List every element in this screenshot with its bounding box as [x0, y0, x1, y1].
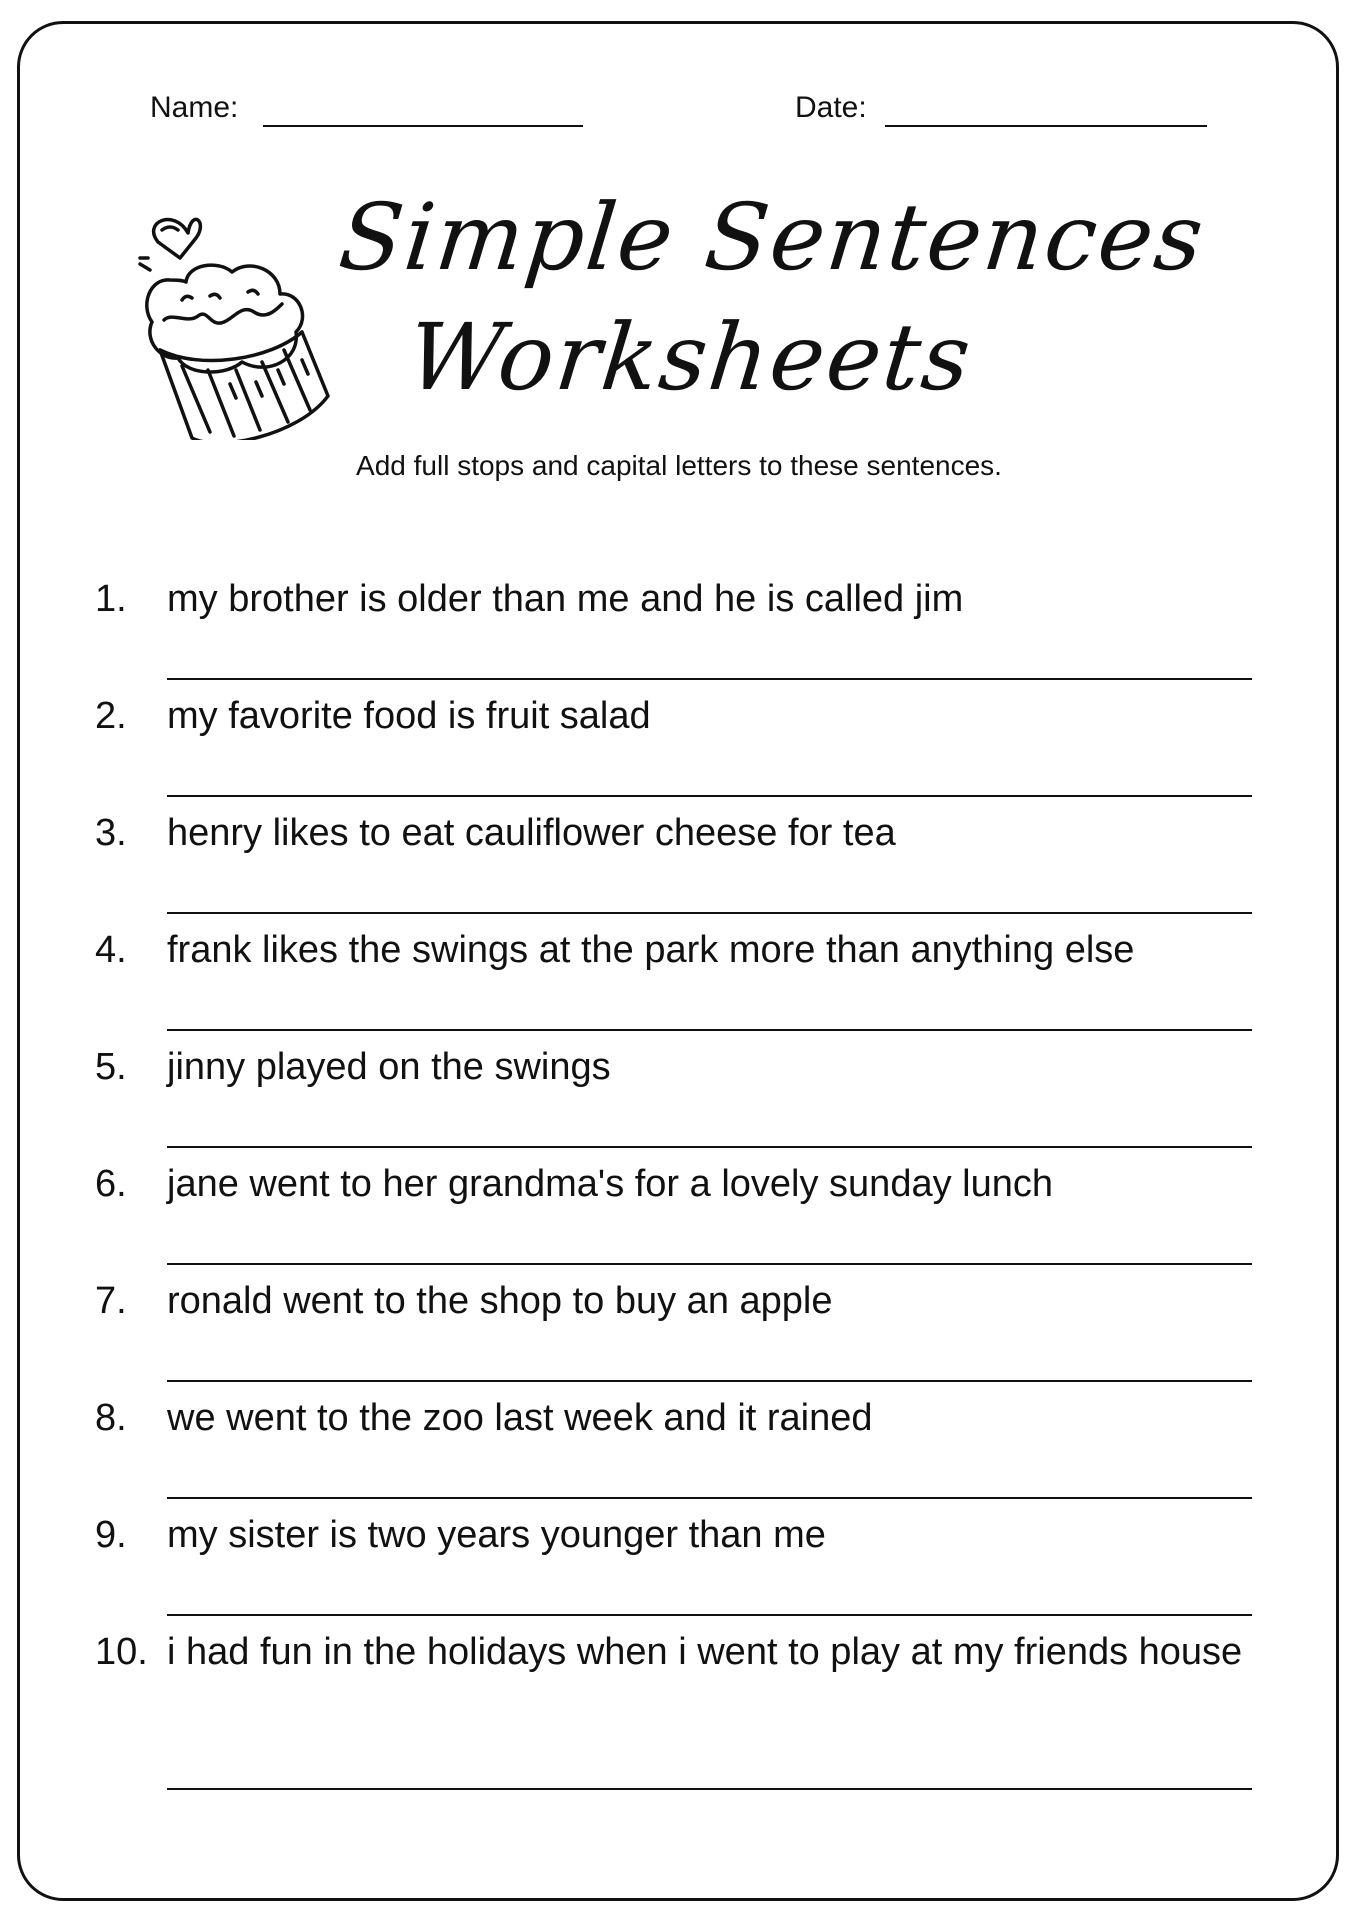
item-text-10: i had fun in the holidays when i went to play at my friends house: [167, 1631, 1243, 1673]
item-number-5: 5.: [95, 1046, 127, 1088]
title-line-2: Worksheets: [402, 304, 978, 411]
answer-line-5[interactable]: [167, 1146, 1252, 1148]
answer-line-7[interactable]: [167, 1380, 1252, 1382]
answer-line-4[interactable]: [167, 1029, 1252, 1031]
name-field[interactable]: [263, 125, 583, 127]
item-text-2: my favorite food is fruit salad: [167, 695, 651, 737]
answer-line-2[interactable]: [167, 795, 1252, 797]
item-number-7: 7.: [95, 1280, 127, 1322]
item-number-1: 1.: [95, 578, 127, 620]
item-number-6: 6.: [95, 1163, 127, 1205]
item-text-6: jane went to her grandma's for a lovely sunday lunch: [167, 1163, 1053, 1205]
item-text-1: my brother is older than me and he is called jim: [167, 578, 964, 620]
date-field[interactable]: [885, 125, 1207, 127]
answer-line-6[interactable]: [167, 1263, 1252, 1265]
title-line-1: Simple Sentences: [334, 184, 1210, 291]
item-number-2: 2.: [95, 695, 127, 737]
item-text-4: frank likes the swings at the park more than anything else: [167, 929, 1135, 971]
item-text-8: we went to the zoo last week and it rained: [167, 1397, 873, 1439]
answer-line-1[interactable]: [167, 678, 1252, 680]
answer-line-3[interactable]: [167, 912, 1252, 914]
name-label: Name:: [150, 91, 239, 124]
answer-line-9[interactable]: [167, 1614, 1252, 1616]
item-number-10: 10.: [95, 1631, 148, 1673]
item-number-9: 9.: [95, 1514, 127, 1556]
answer-line-10[interactable]: [167, 1788, 1252, 1790]
item-text-9: my sister is two years younger than me: [167, 1514, 826, 1556]
item-text-7: ronald went to the shop to buy an apple: [167, 1280, 833, 1322]
item-number-3: 3.: [95, 812, 127, 854]
cupcake-icon: [130, 200, 350, 440]
item-text-3: henry likes to eat cauliflower cheese for tea: [167, 812, 896, 854]
date-label: Date:: [795, 91, 867, 124]
instruction-text: Add full stops and capital letters to these sentences.: [356, 450, 1002, 481]
item-number-8: 8.: [95, 1397, 127, 1439]
item-number-4: 4.: [95, 929, 127, 971]
answer-line-8[interactable]: [167, 1497, 1252, 1499]
item-text-5: jinny played on the swings: [167, 1046, 611, 1088]
